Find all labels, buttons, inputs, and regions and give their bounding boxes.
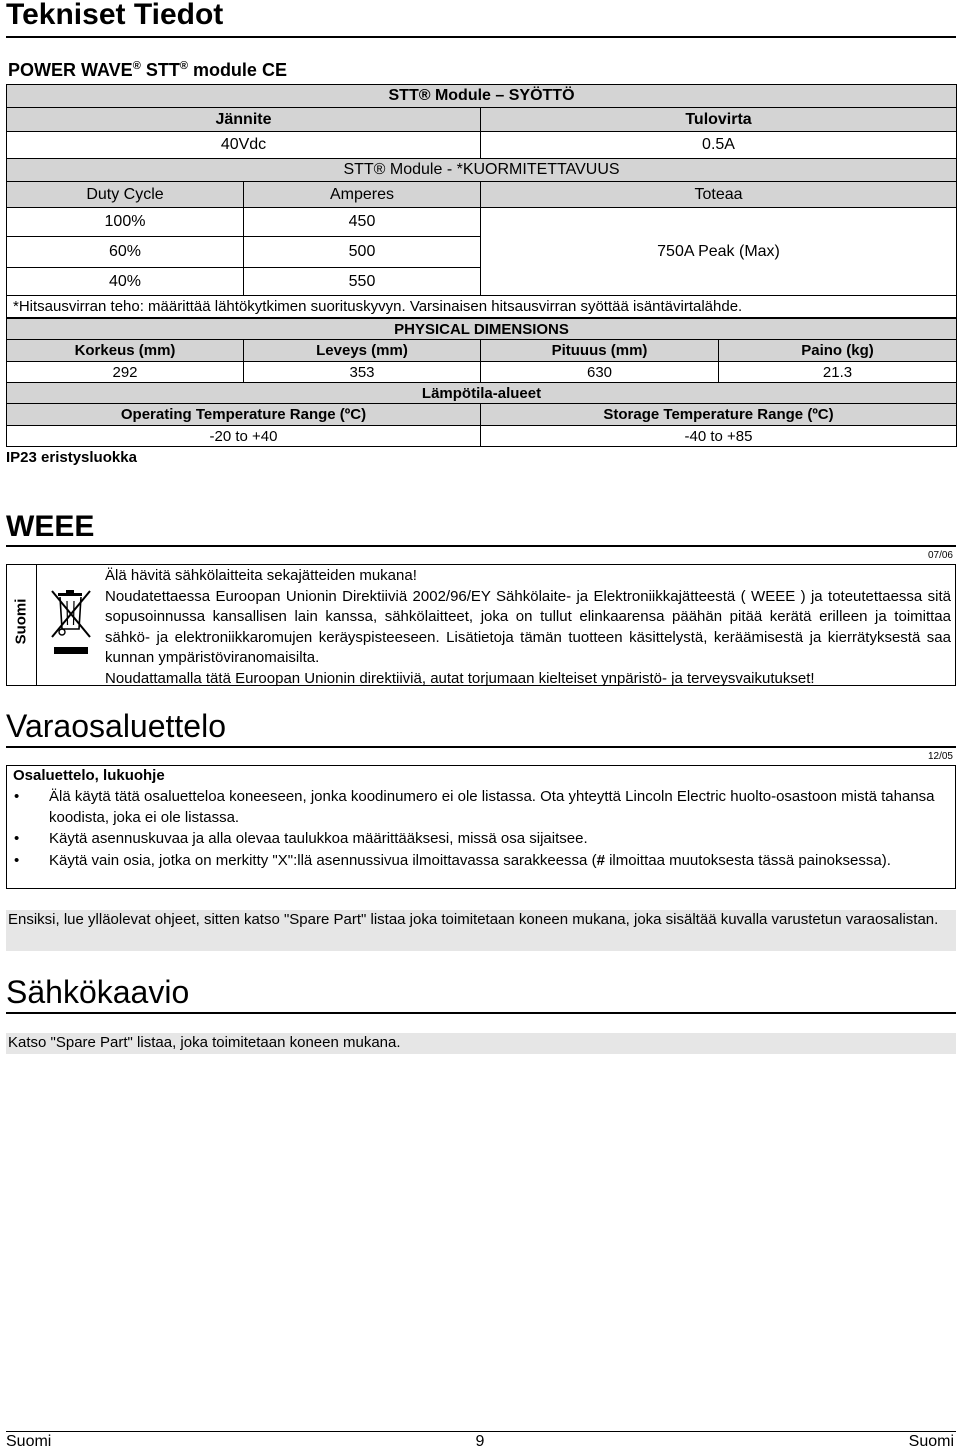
bullet-text-2: Käytä asennuskuvaa ja alla olevaa taulukkoa määrittääksesi, missä osa sijaitsee. bbox=[49, 830, 588, 847]
crossed-bin-icon bbox=[48, 585, 94, 657]
output-header-row bbox=[7, 182, 957, 208]
hash-marker: # bbox=[596, 851, 605, 869]
parts-instructions-box bbox=[6, 765, 956, 889]
weee-box bbox=[6, 564, 956, 686]
ip-class: IP23 eristysluokka bbox=[6, 449, 137, 466]
length-value: 630 bbox=[481, 362, 719, 383]
input-current-value: 0.5A bbox=[481, 132, 957, 159]
amperes-header: Amperes bbox=[244, 182, 481, 208]
physical-title-row bbox=[7, 319, 957, 340]
list-item bbox=[7, 829, 947, 850]
storage-temp-header: Storage Temperature Range (ºC) bbox=[481, 404, 957, 426]
weee-date: 07/06 bbox=[927, 550, 953, 561]
bullet-text-3b: ilmoittaa muutoksesta tässä painoksessa). bbox=[604, 851, 891, 869]
weight-header: Paino (kg) bbox=[719, 340, 957, 362]
list-item bbox=[7, 851, 947, 872]
input-current-header: Tulovirta bbox=[481, 108, 957, 132]
subtitle-part1: POWER WAVE bbox=[8, 60, 133, 80]
weee-title: WEEE bbox=[6, 510, 95, 543]
height-header: Korkeus (mm) bbox=[7, 340, 244, 362]
supply-table-title: STT® Module – SYÖTTÖ bbox=[7, 85, 957, 108]
subtitle-part2: STT bbox=[145, 60, 180, 80]
operating-temp-value: -20 to +40 bbox=[7, 426, 481, 447]
output-table-title: STT® Module - *KUORMITETTAVUUS bbox=[7, 159, 957, 182]
weee-line1: Älä hävitä sähkölaitteita sekajätteiden mukana! bbox=[105, 567, 417, 584]
footer-left: Suomi bbox=[6, 1433, 52, 1450]
list-item bbox=[7, 787, 947, 828]
dimensions-table bbox=[6, 318, 957, 447]
physical-table-title: PHYSICAL DIMENSIONS bbox=[7, 319, 957, 340]
amperes-cell: 500 bbox=[244, 237, 481, 268]
bullet-glyph: • bbox=[14, 851, 20, 869]
width-header: Leveys (mm) bbox=[244, 340, 481, 362]
temp-header-row bbox=[7, 404, 957, 426]
weight-value: 21.3 bbox=[719, 362, 957, 383]
duty-cycle-header: Duty Cycle bbox=[7, 182, 244, 208]
supply-title-row bbox=[7, 85, 957, 108]
supply-header-row bbox=[7, 108, 957, 132]
weee-side-strip bbox=[6, 565, 37, 685]
output-title-row bbox=[7, 159, 957, 182]
weee-rule bbox=[6, 545, 956, 547]
duty-cycle-cell: 60% bbox=[7, 237, 244, 268]
parts-title: Varaosaluettelo bbox=[6, 708, 226, 744]
registered-mark: ® bbox=[132, 60, 141, 72]
diagram-title: Sähkökaavio bbox=[6, 974, 190, 1010]
height-value: 292 bbox=[7, 362, 244, 383]
parts-note: Ensiksi, lue ylläolevat ohjeet, sitten katso "Spare Part" listaa joka toimitetaan koneen mukana, joka sisältää kuvalla varustetun varaosalistan. bbox=[6, 910, 956, 951]
width-value: 353 bbox=[244, 362, 481, 383]
bullet-text-1: Älä käytä tätä osaluetteloa koneeseen, jonka koodinumero ei ole listassa. Ota yhteyttä Lincoln Electric huolto-osastoon mistä tahansa koodista, joka ei ole listassa. bbox=[49, 788, 935, 826]
temp-value-row bbox=[7, 426, 957, 447]
page-title: Tekniset Tiedot bbox=[6, 0, 224, 31]
voltage-header: Jännite bbox=[7, 108, 481, 132]
weee-body: Noudatettaessa Euroopan Unionin Direktiiviä 2002/96/EY Sähkölaite- ja Elektroniikkajätteestä ( WEEE ) ja toteutettaessa sitä sopusoinnussa kansallisen lain kanssa, sähkölaitteet, joka on tullut elinkaarensa päähän pitää kerätä erilleen ja toimittaa sähkö- ja elektroniikkaromujen keräyspisteeseen. Lisätietoja tämän tuotteen käsittelystä, keräämisestä ja kierrätyksestä saa kunnan ympäristöviranomaisilta. bbox=[105, 587, 951, 666]
diagram-note: Katso "Spare Part" listaa, joka toimitetaan koneen mukana. bbox=[6, 1033, 956, 1054]
voltage-value: 40Vdc bbox=[7, 132, 481, 159]
output-footnote: *Hitsausvirran teho: määrittää lähtökytkimen suorituskyvyn. Varsinaisen hitsausvirran syöttää isäntävirtalähde. bbox=[7, 296, 957, 318]
page-number: 9 bbox=[475, 1433, 485, 1450]
parts-bullets bbox=[7, 787, 947, 871]
physical-header-row bbox=[7, 340, 957, 362]
title-rule bbox=[6, 36, 956, 38]
footer-rule bbox=[6, 1431, 956, 1432]
duty-cycle-cell: 100% bbox=[7, 208, 244, 237]
operating-temp-header: Operating Temperature Range (ºC) bbox=[7, 404, 481, 426]
temp-title-row bbox=[7, 383, 957, 404]
physical-value-row bbox=[7, 362, 957, 383]
supply-value-row bbox=[7, 132, 957, 159]
storage-temp-value: -40 to +85 bbox=[481, 426, 957, 447]
parts-rule bbox=[6, 746, 956, 748]
footnote-row bbox=[7, 296, 957, 318]
parts-box-heading: Osaluettelo, lukuohje bbox=[13, 767, 165, 784]
registered-mark-2: ® bbox=[179, 60, 188, 72]
weee-side-label: Suomi bbox=[12, 598, 30, 645]
supply-output-table bbox=[6, 84, 957, 318]
bullet-glyph: • bbox=[14, 788, 20, 805]
peak-value-cell: 750A Peak (Max) bbox=[481, 208, 957, 296]
product-subtitle bbox=[8, 60, 287, 81]
duty-cycle-cell: 40% bbox=[7, 268, 244, 296]
length-header: Pituuus (mm) bbox=[481, 340, 719, 362]
weee-last: Noudattamalla tätä Euroopan Unionin direktiiviä, autat torjumaan kielteiset ynpäristö- ja terveysvaikutukset! bbox=[105, 669, 815, 687]
toteaa-header: Toteaa bbox=[481, 182, 957, 208]
temp-table-title: Lämpötila-alueet bbox=[7, 383, 957, 404]
subtitle-part3: module CE bbox=[192, 60, 287, 80]
footer-right: Suomi bbox=[908, 1433, 954, 1450]
bullet-text-3a: Käytä vain osia, jotka on merkitty "X":llä asennussivua ilmoittavassa sarakkeessa ( bbox=[49, 851, 597, 869]
table-row bbox=[7, 208, 957, 237]
weee-text bbox=[105, 566, 951, 689]
parts-date: 12/05 bbox=[927, 751, 953, 762]
bullet-glyph: • bbox=[14, 830, 20, 847]
diagram-rule bbox=[6, 1012, 956, 1014]
amperes-cell: 450 bbox=[244, 208, 481, 237]
amperes-cell: 550 bbox=[244, 268, 481, 296]
